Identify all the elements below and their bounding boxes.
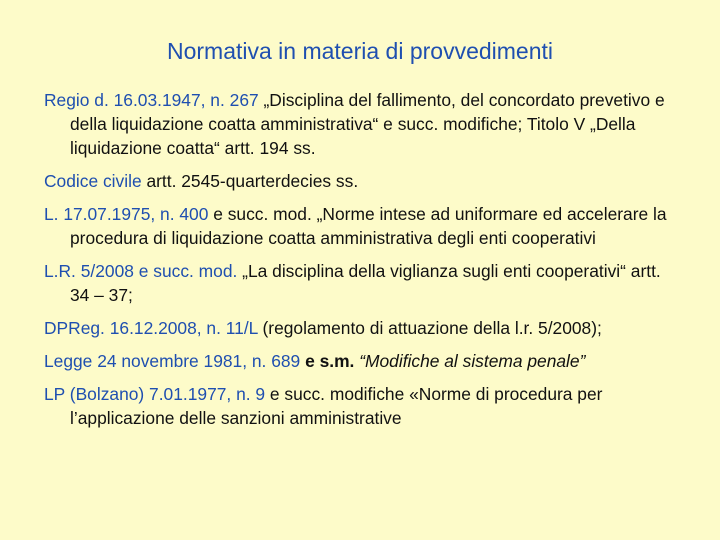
law-link-codice-civile[interactable]: Codice civile <box>44 171 142 191</box>
law-link-lr-5-2008[interactable]: L.R. 5/2008 e succ. mod. <box>44 261 238 281</box>
item-bold-text: e s.m. <box>300 351 355 371</box>
list-item <box>44 349 684 373</box>
item-description: artt. 2545-quarterdecies ss. <box>141 171 359 191</box>
item-description: „Disciplina del fallimento, del concordato prevetivo e della liquidazione coatta amministrativa“ e succ. modifiche; Titolo V „Della liquidazione coatta“ artt. 194 ss. <box>70 90 665 158</box>
law-link-dpreg-2008[interactable]: DPReg. 16.12.2008, n. 11/L <box>44 318 258 338</box>
page-title: Normativa in materia di provvedimenti <box>166 38 554 64</box>
list-item <box>44 202 684 250</box>
item-description: e succ. modifiche «Norme di procedura per l’applicazione delle sanzioni amministrative <box>70 384 603 428</box>
law-link-l-400-1975[interactable]: L. 17.07.1975, n. 400 <box>44 204 209 224</box>
list-item <box>44 88 684 160</box>
item-description: (regolamento di attuazione della l.r. 5/2008); <box>257 318 602 338</box>
list-item <box>44 259 684 307</box>
legislation-list <box>44 88 684 439</box>
item-italic-text: “Modifiche al sistema penale” <box>354 351 586 371</box>
law-link-lp-bolzano-1977[interactable]: LP (Bolzano) 7.01.1977, n. 9 <box>44 384 266 404</box>
item-description: „La disciplina della viglianza sugli enti cooperativi“ artt. 34 – 37; <box>70 261 661 305</box>
law-link-regio-decreto[interactable]: Regio d. 16.03.1947, n. 267 <box>44 90 259 110</box>
list-item <box>44 316 684 340</box>
item-description: e succ. mod. „Norme intese ad uniformare ed accelerare la procedura di liquidazione coatta amministrativa degli enti cooperativi <box>70 204 667 248</box>
list-item <box>44 169 684 193</box>
list-item <box>44 382 684 430</box>
law-link-legge-689-1981[interactable]: Legge 24 novembre 1981, n. 689 <box>44 351 301 371</box>
